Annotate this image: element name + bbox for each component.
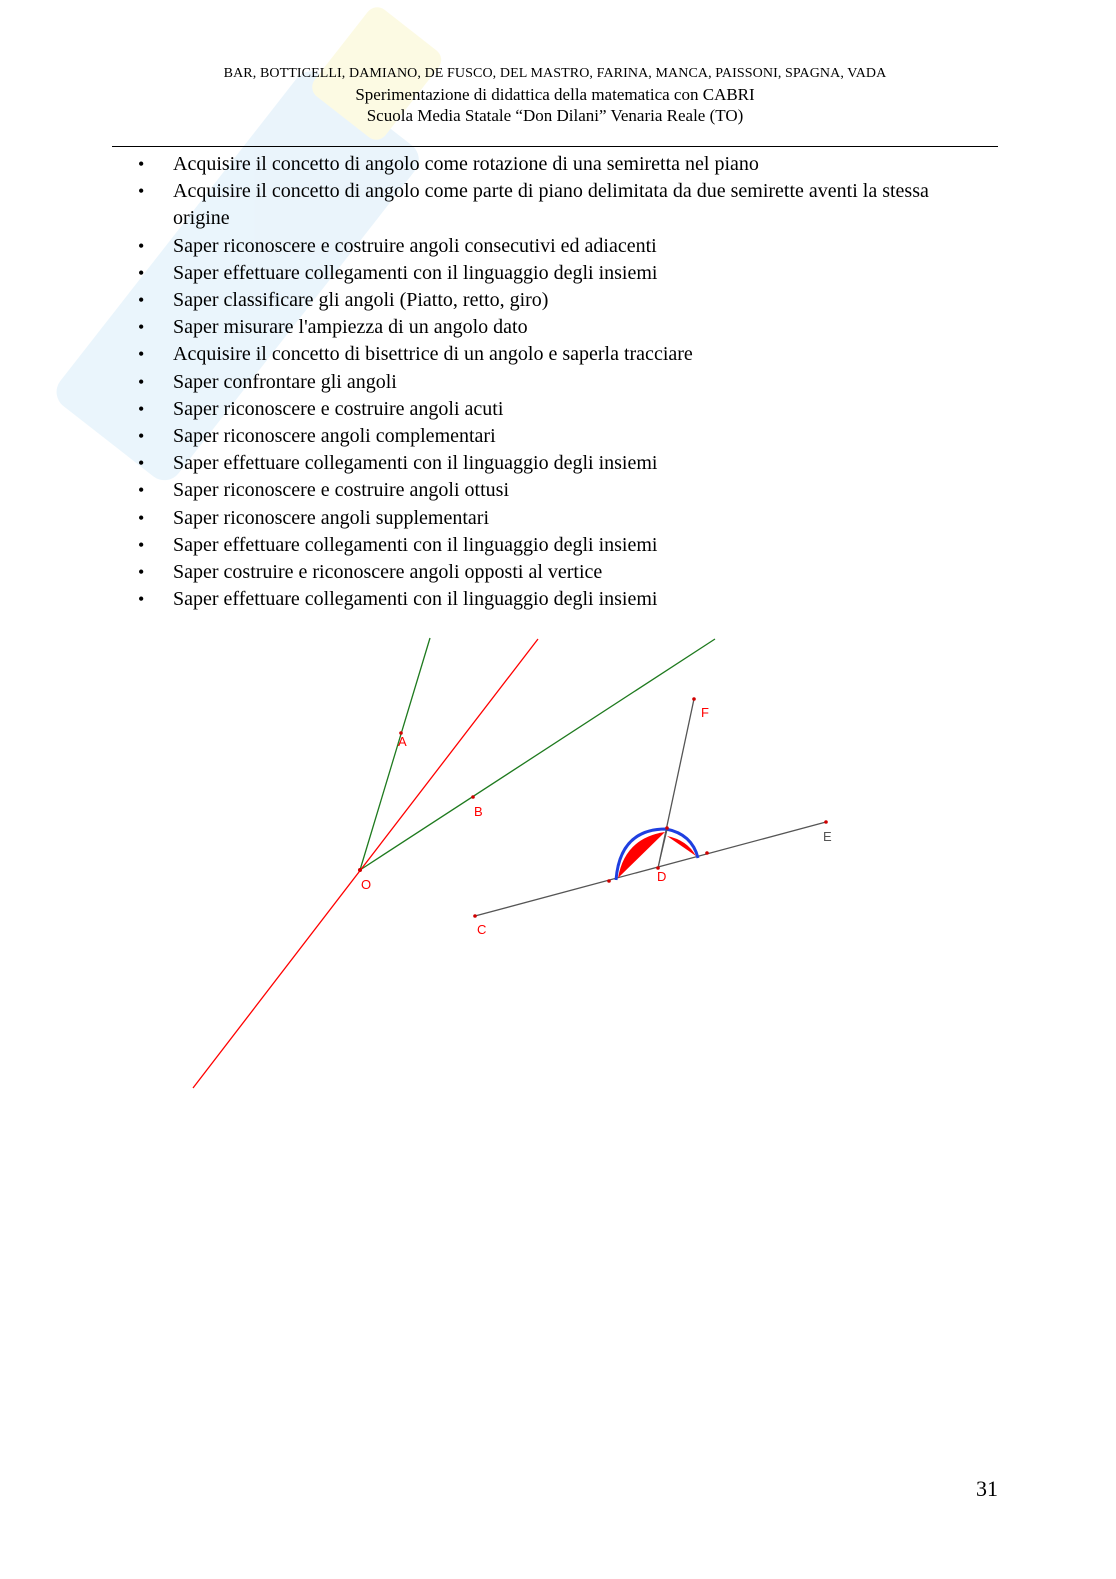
label-f: F <box>701 705 709 720</box>
list-item: • Saper effettuare collegamenti con il linguaggio degli insiemi <box>138 532 988 559</box>
point-e <box>824 820 828 824</box>
point-o <box>358 868 362 872</box>
list-item: • Saper riconoscere e costruire angoli ottusi <box>138 477 988 504</box>
header-authors: BAR, BOTTICELLI, DAMIANO, DE FUSCO, DEL MASTRO, FARINA, MANCA, PAISSONI, SPAGNA, VADA <box>223 66 887 81</box>
label-a: A <box>398 734 407 749</box>
label-o: O <box>361 877 372 892</box>
bisector-line <box>193 639 538 1088</box>
point-arc-right <box>705 851 709 855</box>
list-item: • Saper riconoscere angoli complementari <box>138 423 988 450</box>
list-item: • Acquisire il concetto di bisettrice di un angolo e saperla tracciare <box>138 341 988 368</box>
label-e: E <box>823 829 832 844</box>
point-arc-left <box>607 879 611 883</box>
list-item: • Saper classificare gli angoli (Piatto, retto, giro) <box>138 287 988 314</box>
point-f <box>692 697 696 701</box>
point-b <box>471 795 475 799</box>
ray-df <box>658 699 694 868</box>
label-b: B <box>474 804 483 819</box>
ray-oa <box>360 638 430 870</box>
header-title: Sperimentazione di didattica della matematica con CABRI <box>355 85 755 104</box>
list-item: • Saper effettuare collegamenti con il linguaggio degli insiemi <box>138 260 988 287</box>
list-item: • Saper confrontare gli angoli <box>138 369 988 396</box>
header-school: Scuola Media Statale “Don Dilani” Venaria Reale (TO) <box>366 106 744 125</box>
list-item: • Saper misurare l'ampiezza di un angolo dato <box>138 314 988 341</box>
point-c <box>473 914 477 918</box>
list-item: • Acquisire il concetto di angolo come rotazione di una semiretta nel piano <box>138 151 988 178</box>
label-c: C <box>477 922 487 937</box>
list-item: • Saper riconoscere angoli supplementari <box>138 505 988 532</box>
list-item: • Saper riconoscere e costruire angoli acuti <box>138 396 988 423</box>
point-arc-top <box>665 826 669 830</box>
ray-ob <box>360 639 715 870</box>
list-item: • Saper riconoscere e costruire angoli consecutivi ed adiacenti <box>138 233 988 260</box>
list-item: • Saper costruire e riconoscere angoli opposti al vertice <box>138 559 988 586</box>
list-item: • Saper effettuare collegamenti con il linguaggio degli insiemi <box>138 450 988 477</box>
page-number: 31 <box>976 1476 998 1501</box>
list-item: • Saper effettuare collegamenti con il linguaggio degli insiemi <box>138 586 988 613</box>
label-d: D <box>657 869 667 884</box>
list-item: • Acquisire il concetto di angolo come parte di piano delimitata da due semirette aventi la stessa origine <box>138 178 988 232</box>
